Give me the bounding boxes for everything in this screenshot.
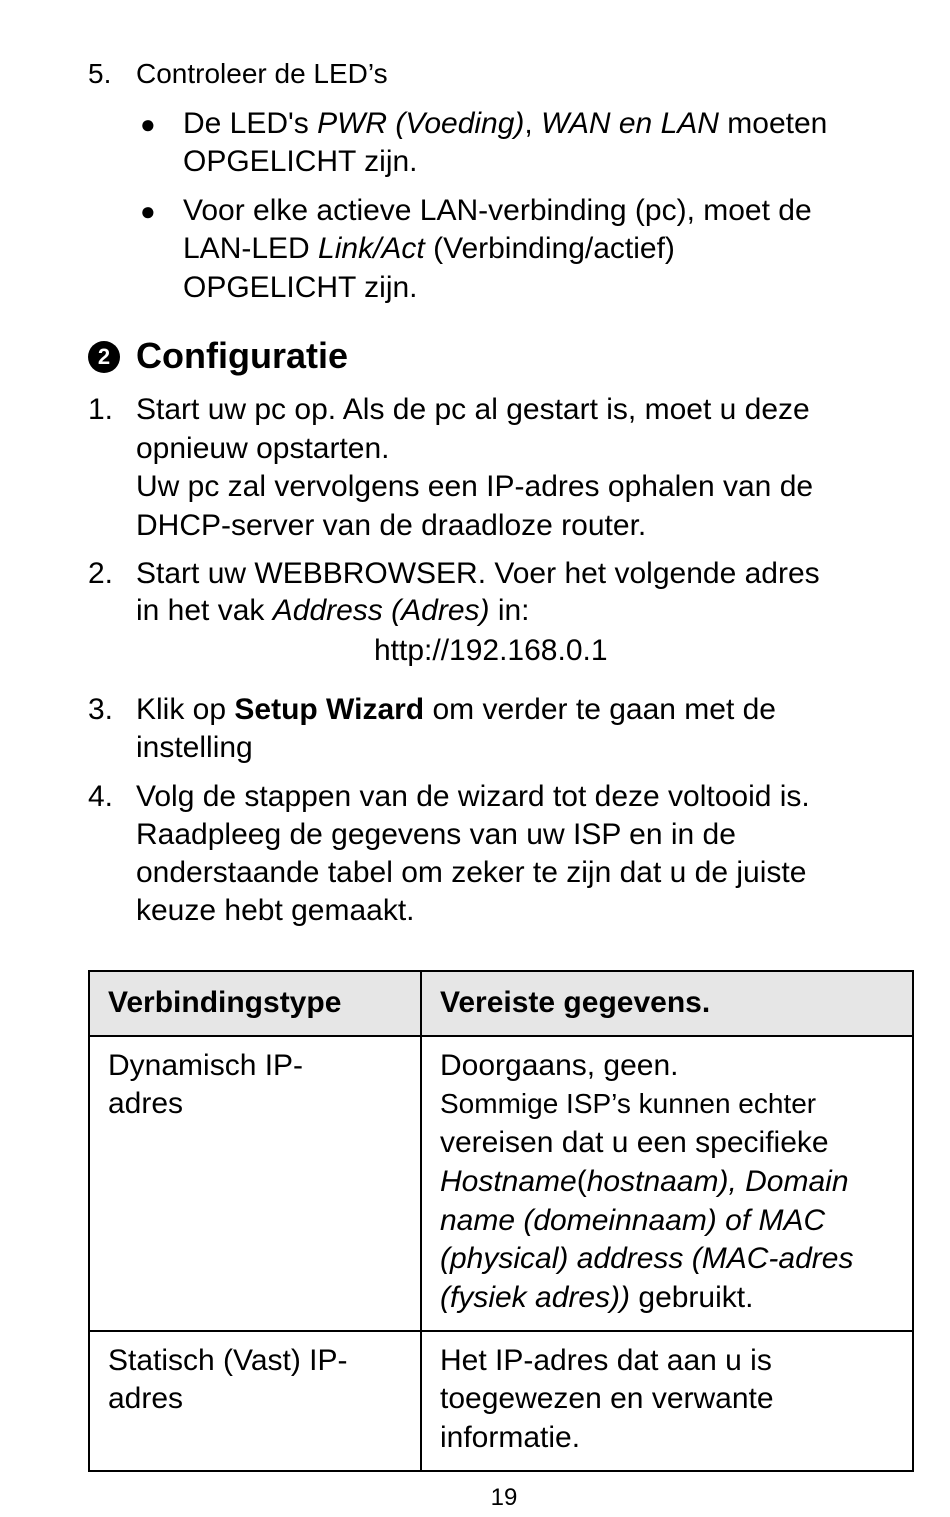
section-title: Configuratie bbox=[136, 335, 348, 376]
step-text-line: Uw pc zal vervolgens een IP-adres ophalen van de bbox=[136, 470, 814, 503]
table-row bbox=[89, 1331, 913, 1471]
step-number: 1. bbox=[88, 393, 114, 426]
step-number: 3. bbox=[88, 693, 114, 726]
page-number: 19 bbox=[490, 1484, 518, 1511]
step-text-line: instelling bbox=[136, 731, 253, 764]
step-text-line: keuze hebt gemaakt. bbox=[136, 894, 415, 927]
step-number: 2. bbox=[88, 557, 114, 590]
table-cell: Doorgaans, geen. Sommige ISP’s kunnen echter vereisen dat u een specifieke Hostname(hostnaam), Domain name (domeinnaam) of MAC (physical) address (MAC-adres (fysiek adres)) gebruikt. bbox=[421, 1036, 913, 1331]
step-text-line: DHCP-server van de draadloze router. bbox=[136, 509, 647, 542]
bullet-text-line: De LED's PWR (Voeding), WAN en LAN moeten bbox=[183, 107, 828, 140]
step-text-line: Volg de stappen van de wizard tot deze voltooid is. bbox=[136, 780, 810, 813]
number-circle-icon: 2 bbox=[88, 341, 120, 373]
router-url: http://192.168.0.1 bbox=[374, 634, 608, 667]
table-header: Vereiste gegevens. bbox=[421, 971, 913, 1036]
step-title: Controleer de LED’s bbox=[136, 58, 388, 89]
bullet-icon: ● bbox=[140, 196, 156, 226]
table-cell: Dynamisch IP- adres bbox=[89, 1036, 421, 1331]
table-row bbox=[89, 1036, 913, 1331]
bullet-text-line: LAN-LED Link/Act (Verbinding/actief) bbox=[183, 232, 675, 265]
step-number: 4. bbox=[88, 780, 114, 813]
step-text-line: Klik op Setup Wizard om verder te gaan met de bbox=[136, 693, 776, 726]
bullet-icon: ● bbox=[140, 109, 156, 139]
step-text-line: Start uw pc op. Als de pc al gestart is, moet u deze bbox=[136, 393, 810, 426]
bullet-text-line: OPGELICHT zijn. bbox=[183, 271, 418, 304]
table-header-row bbox=[89, 971, 913, 1036]
bullet-text-line: OPGELICHT zijn. bbox=[183, 145, 418, 178]
table-cell: Statisch (Vast) IP- adres bbox=[89, 1331, 421, 1471]
table-header: Verbindingstype bbox=[89, 971, 421, 1036]
step-text-line: Start uw WEBBROWSER. Voer het volgende adres bbox=[136, 557, 820, 590]
step-text-line: in het vak Address (Adres) in: bbox=[136, 594, 530, 627]
step-number: 5. bbox=[88, 58, 112, 89]
bullet-text-line: Voor elke actieve LAN-verbinding (pc), moet de bbox=[183, 194, 812, 227]
step-text-line: onderstaande tabel om zeker te zijn dat u de juiste bbox=[136, 856, 807, 889]
connection-type-table bbox=[88, 970, 914, 1472]
table-cell: Het IP-adres dat aan u is toegewezen en verwante informatie. bbox=[421, 1331, 913, 1471]
step-text-line: Raadpleeg de gegevens van uw ISP en in de bbox=[136, 818, 736, 851]
step-text-line: opnieuw opstarten. bbox=[136, 432, 390, 465]
